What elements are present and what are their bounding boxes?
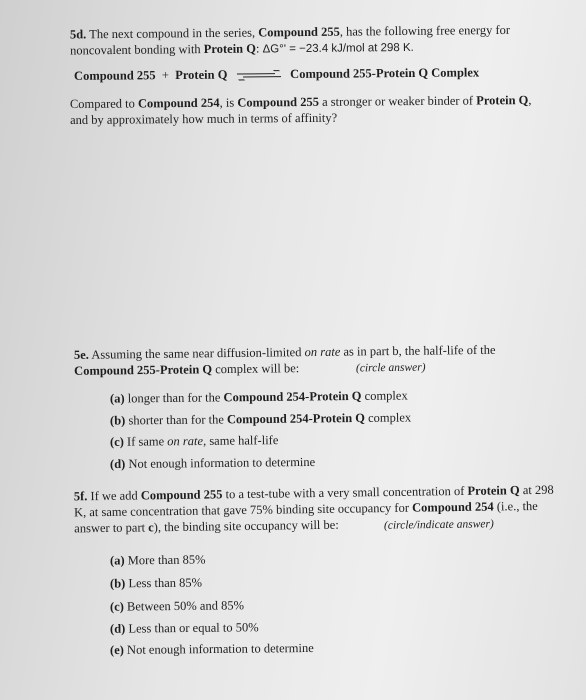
q5f-instruction: (circle/indicate answer) <box>383 518 494 532</box>
q5e-option-b[interactable]: (b) shorter than for the Compound 254-Protein Q complex <box>109 410 412 428</box>
q5e-option-c[interactable]: (c) If same on rate, same half-life <box>109 433 279 449</box>
question-5f: 5f. If we add Compound 255 to a test-tube with a very small concentration of Protein Q at 298 K, at same concentration that gave 75% binding site occupancy for Compound 254 (i.e., the answer to part c), the binding site occupancy will be: <box>73 482 554 536</box>
q5f-option-e[interactable]: (e) Not enough information to determine <box>109 640 314 658</box>
binding-equation: Compound 255 + Protein Q Compound 255-Protein Q Complex <box>73 65 480 83</box>
q5e-instruction: (circle answer) <box>355 361 426 375</box>
question-5d: 5d. The next compound in the series, Compound 255, has the following free energy for noncovalent bonding with Protein Q: ΔG°' = −23.4 kJ/mol at 298 K. <box>69 22 511 58</box>
q5f-option-d[interactable]: (d) Less than or equal to 50% <box>109 620 259 636</box>
question-5e: 5e. Assuming the same near diffusion-limited on rate as in part b, the half-life of the Compound 255-Protein Q complex will be: <box>73 342 496 378</box>
q5d-question: Compared to Compound 254, is Compound 255 a stronger or weaker binder of Protein Q, and by approximately how much in terms of affinity? <box>69 93 532 128</box>
delta-g-value: ΔG°' = −23.4 kJ/mol at 298 K. <box>262 41 414 56</box>
q5f-option-c[interactable]: (c) Between 50% and 85% <box>109 598 245 614</box>
equilibrium-arrow-icon <box>237 70 281 80</box>
q5d-number: 5d. <box>69 27 87 42</box>
q5f-option-a[interactable]: (a) More than 85% <box>109 552 206 568</box>
q5e-option-d[interactable]: (d) Not enough information to determine <box>109 454 316 472</box>
q5f-option-b[interactable]: (b) Less than 85% <box>109 575 203 591</box>
q5e-option-a[interactable]: (a) longer than for the Compound 254-Protein Q complex <box>109 388 408 406</box>
